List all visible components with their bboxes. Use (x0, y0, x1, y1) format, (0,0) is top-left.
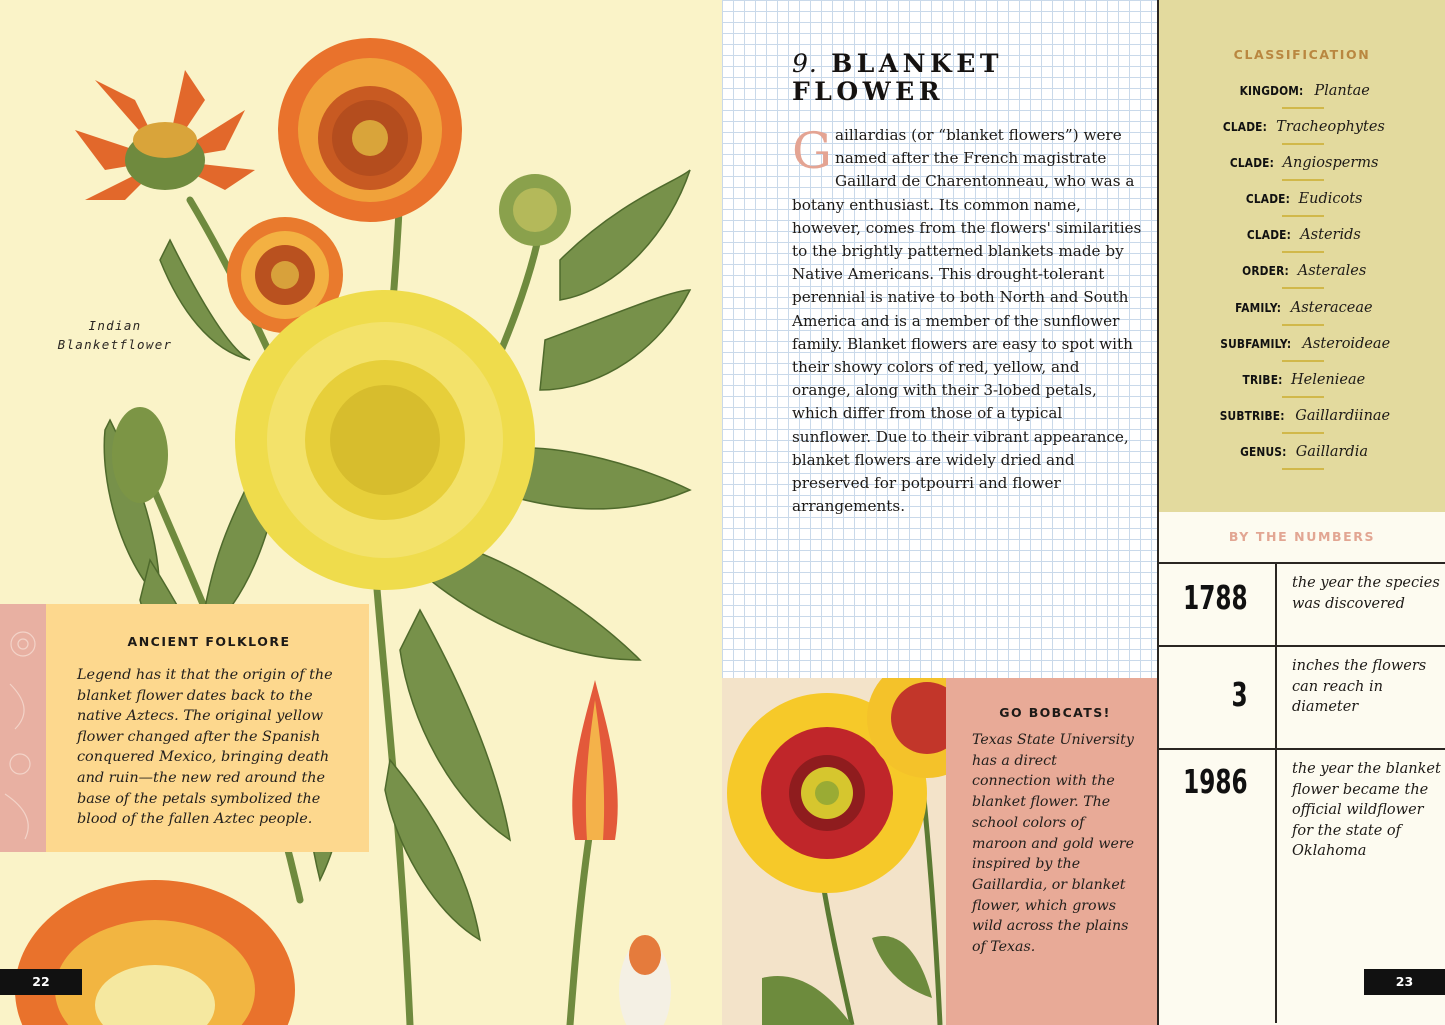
by-the-numbers-panel (1159, 512, 1445, 1025)
article-body (792, 124, 1142, 518)
stat-description: the year the blanket flower became the official wildflower for the state of Oklahoma (1292, 761, 1441, 860)
classification-row (1159, 188, 1445, 224)
rank-label: CLADE: (1223, 119, 1268, 135)
ancient-folklore-box (46, 604, 369, 852)
title-line-2: FLOWER (792, 77, 945, 106)
left-page (0, 0, 722, 1025)
rank-label: KINGDOM: (1239, 83, 1304, 98)
caption-line-2: Blanketflower (57, 337, 173, 352)
classification-heading: CLASSIFICATION (1233, 47, 1371, 62)
bobcats-text: Texas State University has a direct connection with the blanket flower. The school colors of maroon and gold were inspired by the Gaillardia, or blanket flower, which grows wild across the plains of Texas. (972, 732, 1135, 956)
rank-value: Asterids (1300, 227, 1361, 244)
classification-row (1159, 116, 1445, 152)
drop-cap: G (792, 122, 832, 180)
rank-label: CLADE: (1247, 227, 1292, 243)
stat-description: the year the species was discovered (1292, 575, 1440, 612)
divider (1282, 107, 1324, 109)
blanket-flower-illustration (0, 0, 722, 1025)
classification-row (1159, 152, 1445, 188)
classification-row (1159, 441, 1445, 477)
rank-value: Helenieae (1290, 371, 1366, 388)
rank-label: GENUS: (1240, 443, 1287, 459)
illustration-caption (40, 316, 190, 354)
divider (1282, 360, 1324, 362)
rank-value: Plantae (1314, 83, 1370, 99)
rank-value: Gaillardiinae (1295, 407, 1391, 424)
rank-value: Asterales (1297, 263, 1367, 280)
bobcats-title: GO BOBCATS! (999, 705, 1111, 720)
folklore-text: Legend has it that the origin of the blanket flower dates back to the native Aztecs. The original yellow flower changed after the Spanish conquered Mexico, bringing death and ruin—the new red around the base of the petals symbolized the blood of the fallen Aztec people. (77, 667, 333, 828)
article-body-text: aillardias (or “blanket flowers”) were named after the French magistrate Gaillard de Charentonneau, who was a botany enthusiast. Its common name, however, comes from the flowers' similarities to the brightly patterned blankets made by Native Americans. This drought-tolerant perennial is native to both North and South America and is a member of the sunflower family. Blanket flowers are easy to spot with their showy colors of red, yellow, and orange, along with their 3-lobed petals, which differ from those of a typical sunflower. Due to their vibrant appearance, blanket flowers are widely dried and preserved for potpourri and flower arrangements. (792, 126, 1142, 516)
classification-row (1159, 260, 1445, 296)
classification-row (1159, 369, 1445, 405)
rank-label: TRIBE: (1242, 371, 1283, 387)
classification-list (1159, 80, 1445, 477)
rank-label: SUBTRIBE: (1219, 407, 1285, 423)
numbers-heading: BY THE NUMBERS (1228, 529, 1376, 544)
rank-label: FAMILY: (1235, 299, 1282, 315)
divider (1282, 324, 1324, 326)
classification-row (1159, 405, 1445, 441)
numbers-table (1159, 562, 1445, 1023)
divider (1282, 396, 1324, 398)
classification-row (1159, 80, 1445, 116)
rank-value: Eudicots (1298, 191, 1363, 208)
go-bobcats-box (946, 678, 1158, 1025)
folklore-title: ANCIENT FOLKLORE (127, 634, 291, 649)
divider (1282, 468, 1324, 470)
divider (1282, 251, 1324, 253)
rank-label: CLADE: (1229, 155, 1274, 171)
floral-pattern-strip (0, 604, 46, 852)
title-line-1: BLANKET (831, 49, 1003, 78)
classification-panel (1159, 0, 1445, 512)
classification-row (1159, 224, 1445, 260)
stat-number: 1788 (1159, 564, 1277, 645)
rank-value: Asteroideae (1302, 335, 1391, 352)
rank-value: Tracheophytes (1276, 119, 1385, 136)
classification-row (1159, 297, 1445, 333)
divider (1282, 215, 1324, 217)
divider (1282, 432, 1324, 434)
page-number-left: 22 (0, 969, 82, 995)
divider (1282, 287, 1324, 289)
classification-row (1159, 333, 1445, 369)
rank-label: ORDER: (1241, 263, 1289, 279)
caption-line-1: Indian (88, 318, 142, 333)
divider (1282, 179, 1324, 181)
stat-description: inches the flowers can reach in diameter (1292, 658, 1427, 716)
page-number-right: 23 (1364, 969, 1445, 995)
numbers-row (1159, 647, 1445, 750)
rank-value: Asteraceae (1290, 299, 1373, 316)
numbers-row (1159, 564, 1445, 647)
rank-value: Gaillardia (1295, 443, 1368, 460)
rank-label: SUBFAMILY: (1220, 335, 1292, 351)
rank-label: CLADE: (1245, 191, 1290, 207)
article-title (792, 50, 1142, 106)
stat-number: 3 (1159, 647, 1277, 748)
article-number: 9. (792, 49, 818, 78)
stat-number: 1986 (1159, 750, 1277, 1023)
divider (1282, 143, 1324, 145)
rank-value: Angiosperms (1282, 155, 1379, 172)
gaillardia-illustration (722, 678, 946, 1025)
